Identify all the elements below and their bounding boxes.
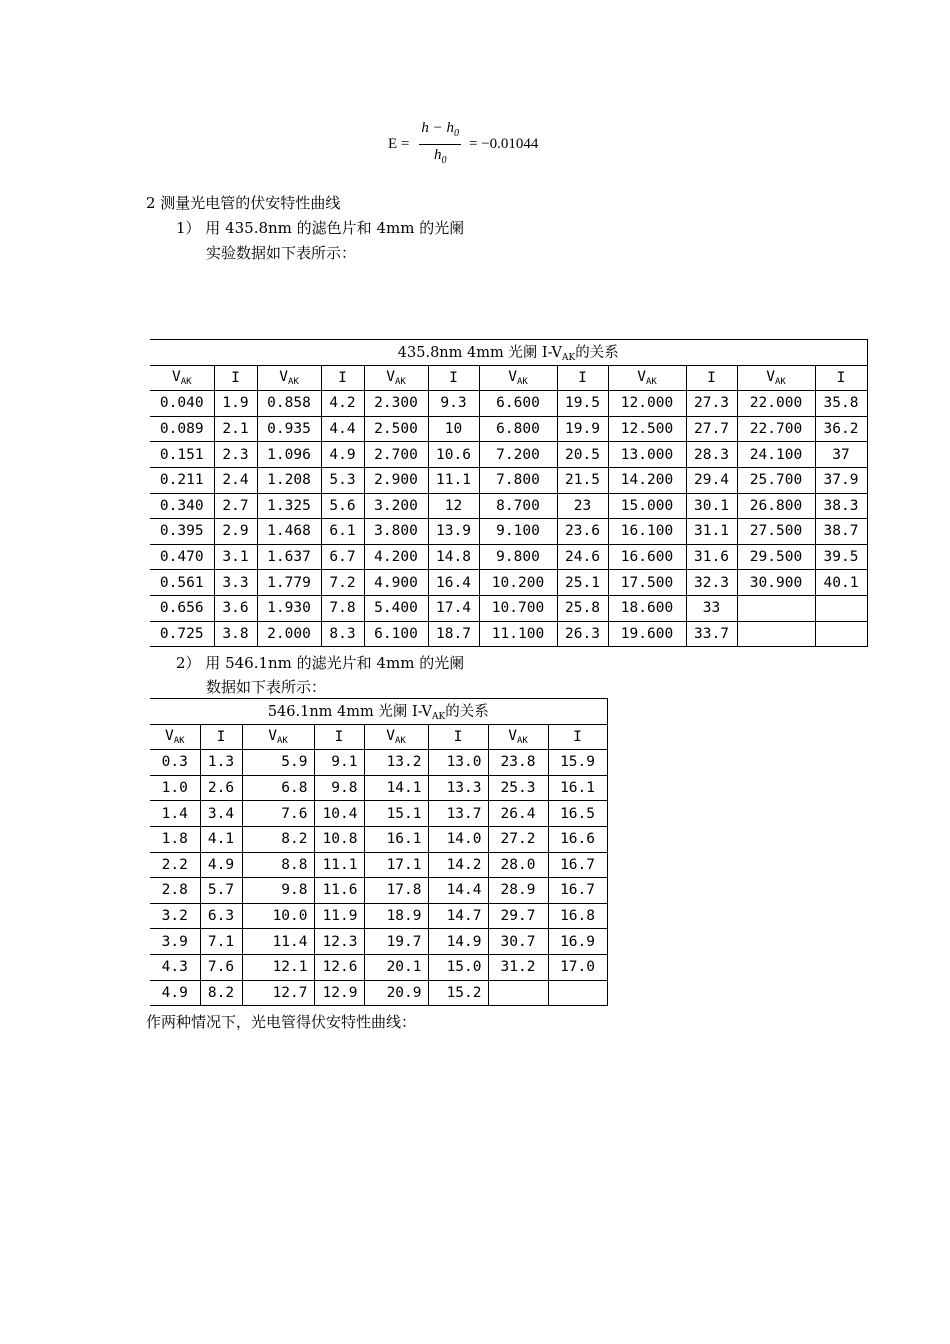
table-cell: 12.6 [314, 954, 364, 980]
table-cell: 0.935 [257, 416, 321, 442]
table-cell: 7.6 [200, 954, 242, 980]
table-cell: 26.4 [488, 801, 548, 827]
header-i: I [214, 365, 257, 391]
table-cell: 17.0 [548, 954, 607, 980]
table-cell: 12.000 [608, 391, 686, 417]
table-row [150, 775, 607, 801]
table-cell: 13.2 [364, 750, 428, 776]
table-cell: 12.7 [242, 980, 314, 1006]
table-cell: 0.340 [150, 493, 214, 519]
table-cell: 1.0 [150, 775, 200, 801]
table-cell: 0.656 [150, 595, 214, 621]
table-cell [815, 621, 867, 647]
table-cell: 17.4 [428, 595, 479, 621]
table-435nm [150, 339, 868, 647]
table-cell: 23.8 [488, 750, 548, 776]
table-cell: 0.858 [257, 391, 321, 417]
table-cell [488, 980, 548, 1006]
table-cell: 21.5 [557, 467, 608, 493]
table-row [150, 801, 607, 827]
table-cell: 15.0 [428, 954, 488, 980]
table-cell: 2.9 [214, 519, 257, 545]
table-cell: 2.500 [364, 416, 428, 442]
table-cell: 15.1 [364, 801, 428, 827]
table-cell: 9.1 [314, 750, 364, 776]
table-cell: 35.8 [815, 391, 867, 417]
table-cell: 18.7 [428, 621, 479, 647]
table-cell: 16.4 [428, 570, 479, 596]
table-cell: 0.470 [150, 544, 214, 570]
table-row [150, 519, 867, 545]
table-cell: 13.7 [428, 801, 488, 827]
header-i: I [557, 365, 608, 391]
item2-text: 2） 用 546.1nm 的滤光片和 4mm 的光阑 [176, 654, 465, 672]
table-cell: 10.700 [479, 595, 557, 621]
table-cell: 4.9 [200, 852, 242, 878]
table-cell: 20.9 [364, 980, 428, 1006]
table-cell: 11.6 [314, 878, 364, 904]
table-cell: 13.000 [608, 442, 686, 468]
table-cell: 23.6 [557, 519, 608, 545]
table-cell: 27.7 [686, 416, 737, 442]
table-cell: 33 [686, 595, 737, 621]
conclusion-text: 作两种情况下，光电管得伏安特性曲线： [146, 1013, 417, 1031]
header-i: I [428, 724, 488, 750]
table-cell: 11.4 [242, 929, 314, 955]
section-heading: 2 测量光电管的伏安特性曲线 [146, 194, 341, 212]
table-row [150, 391, 867, 417]
table-cell: 26.800 [737, 493, 815, 519]
table-cell: 26.3 [557, 621, 608, 647]
table-row [150, 621, 867, 647]
table-cell: 8.3 [321, 621, 364, 647]
table-cell: 14.2 [428, 852, 488, 878]
table-cell: 4.200 [364, 544, 428, 570]
table-cell: 16.5 [548, 801, 607, 827]
table-cell [815, 595, 867, 621]
table-cell: 27.3 [686, 391, 737, 417]
table-cell: 3.6 [214, 595, 257, 621]
item1-note: 实验数据如下表所示： [206, 244, 357, 262]
formula-fraction [419, 118, 461, 171]
header-i: I [200, 724, 242, 750]
table-cell: 17.1 [364, 852, 428, 878]
header-i: I [314, 724, 364, 750]
table-cell: 22.700 [737, 416, 815, 442]
table-cell: 6.600 [479, 391, 557, 417]
table-cell: 7.200 [479, 442, 557, 468]
header-vak: $V_{AK}$ [150, 724, 200, 750]
table-cell: 14.0 [428, 826, 488, 852]
table-cell: 2.900 [364, 467, 428, 493]
table-cell: 25.3 [488, 775, 548, 801]
table-cell: 2.300 [364, 391, 428, 417]
header-vak: $V_{AK}$ [608, 365, 686, 391]
table-cell: 2.6 [200, 775, 242, 801]
table-cell: 14.200 [608, 467, 686, 493]
formula-rhs: = −0.01044 [469, 135, 539, 152]
table-cell: 3.4 [200, 801, 242, 827]
table-cell: 3.8 [214, 621, 257, 647]
table-cell: 15.000 [608, 493, 686, 519]
item2-note: 数据如下表所示： [206, 678, 327, 696]
table-cell: 27.500 [737, 519, 815, 545]
table-cell: 25.1 [557, 570, 608, 596]
table-cell [548, 980, 607, 1006]
table-cell: 16.9 [548, 929, 607, 955]
table-cell: 2.1 [214, 416, 257, 442]
header-i: I [321, 365, 364, 391]
table-cell: 9.8 [314, 775, 364, 801]
table-cell: 1.930 [257, 595, 321, 621]
table-cell: 29.4 [686, 467, 737, 493]
table-cell: 37.9 [815, 467, 867, 493]
table-row [150, 467, 867, 493]
table-cell: 0.089 [150, 416, 214, 442]
header-i: I [815, 365, 867, 391]
table-cell: 0.395 [150, 519, 214, 545]
table-cell: 12.3 [314, 929, 364, 955]
table-row [150, 750, 607, 776]
table-cell: 12 [428, 493, 479, 519]
table-cell: 23 [557, 493, 608, 519]
table-cell: 10 [428, 416, 479, 442]
table-cell: 32.3 [686, 570, 737, 596]
table-cell: 2.2 [150, 852, 200, 878]
table-cell: 7.2 [321, 570, 364, 596]
table-cell: 7.1 [200, 929, 242, 955]
table-cell: 28.0 [488, 852, 548, 878]
table-cell: 20.5 [557, 442, 608, 468]
header-vak: $V_{AK}$ [488, 724, 548, 750]
item1-text: 1） 用 435.8nm 的滤色片和 4mm 的光阑 [176, 219, 465, 237]
table-cell: 22.000 [737, 391, 815, 417]
table-cell: 14.8 [428, 544, 479, 570]
table-row [150, 544, 867, 570]
table-cell: 30.900 [737, 570, 815, 596]
table-cell: 12.500 [608, 416, 686, 442]
table-cell: 2.700 [364, 442, 428, 468]
table-cell [737, 595, 815, 621]
header-i: I [548, 724, 607, 750]
table-cell: 39.5 [815, 544, 867, 570]
table-cell: 19.600 [608, 621, 686, 647]
table-cell: 1.8 [150, 826, 200, 852]
table-header-row [150, 365, 867, 391]
table-cell: 4.9 [150, 980, 200, 1006]
table-row [150, 929, 607, 955]
table-cell: 10.6 [428, 442, 479, 468]
header-vak: $V_{AK}$ [364, 365, 428, 391]
table-cell: 3.3 [214, 570, 257, 596]
table-cell: 29.7 [488, 903, 548, 929]
table-cell: 1.4 [150, 801, 200, 827]
table-cell: 0.561 [150, 570, 214, 596]
table-cell: 8.8 [242, 852, 314, 878]
formula-numerator: $h - h_0$ [421, 119, 459, 139]
table-cell: 7.800 [479, 467, 557, 493]
table-cell: 29.500 [737, 544, 815, 570]
table-cell: 10.4 [314, 801, 364, 827]
table-cell: 14.7 [428, 903, 488, 929]
table-cell: 31.2 [488, 954, 548, 980]
table-cell: 36.2 [815, 416, 867, 442]
table-cell: 5.3 [321, 467, 364, 493]
table-cell: 3.1 [214, 544, 257, 570]
table-cell: 12.9 [314, 980, 364, 1006]
table-cell [737, 621, 815, 647]
table-cell: 19.9 [557, 416, 608, 442]
table-cell: 3.200 [364, 493, 428, 519]
table-cell: 14.1 [364, 775, 428, 801]
table-cell: 2.4 [214, 467, 257, 493]
table-header-row [150, 724, 607, 750]
table-cell: 37 [815, 442, 867, 468]
table-cell: 19.7 [364, 929, 428, 955]
table-cell: 13.3 [428, 775, 488, 801]
table-row [150, 852, 607, 878]
table-cell: 5.6 [321, 493, 364, 519]
table-cell: 11.9 [314, 903, 364, 929]
table-cell: 13.0 [428, 750, 488, 776]
table-cell: 5.7 [200, 878, 242, 904]
table-cell: 11.1 [314, 852, 364, 878]
table-cell: 7.8 [321, 595, 364, 621]
table-row [150, 595, 867, 621]
table-cell: 4.900 [364, 570, 428, 596]
formula-lhs: E = [388, 135, 410, 152]
table-cell: 13.9 [428, 519, 479, 545]
header-vak: $V_{AK}$ [364, 724, 428, 750]
table-cell: 4.3 [150, 954, 200, 980]
table-row [150, 416, 867, 442]
table-row [150, 826, 607, 852]
table-cell: 0.725 [150, 621, 214, 647]
table-cell: 18.600 [608, 595, 686, 621]
table-cell: 24.100 [737, 442, 815, 468]
table-cell: 19.5 [557, 391, 608, 417]
table-cell: 16.100 [608, 519, 686, 545]
table-cell: 15.2 [428, 980, 488, 1006]
table-cell: 16.6 [548, 826, 607, 852]
table-cell: 17.500 [608, 570, 686, 596]
table-cell: 8.2 [242, 826, 314, 852]
table-cell: 38.3 [815, 493, 867, 519]
table-cell: 16.7 [548, 852, 607, 878]
table-cell: 14.9 [428, 929, 488, 955]
table-cell: 27.2 [488, 826, 548, 852]
table-cell: 38.7 [815, 519, 867, 545]
table-cell: 4.2 [321, 391, 364, 417]
table-cell: 16.7 [548, 878, 607, 904]
table-cell: 17.8 [364, 878, 428, 904]
table-cell: 10.8 [314, 826, 364, 852]
table-cell: 6.8 [242, 775, 314, 801]
table-cell: 10.0 [242, 903, 314, 929]
table-cell: 31.6 [686, 544, 737, 570]
table-cell: 3.800 [364, 519, 428, 545]
table-cell: 28.3 [686, 442, 737, 468]
table-cell: 5.9 [242, 750, 314, 776]
table-cell: 9.3 [428, 391, 479, 417]
table-cell: 11.1 [428, 467, 479, 493]
table-cell: 6.800 [479, 416, 557, 442]
table-546nm [150, 698, 608, 1006]
table-cell: 30.1 [686, 493, 737, 519]
table-cell: 24.6 [557, 544, 608, 570]
table-cell: 4.4 [321, 416, 364, 442]
table-row [150, 570, 867, 596]
table-row [150, 442, 867, 468]
table-cell: 10.200 [479, 570, 557, 596]
error-formula [388, 116, 538, 172]
table-title: 546.1nm 4mm 光阑 $I-V_{AK}$的关系 [150, 699, 607, 725]
table-cell: 9.8 [242, 878, 314, 904]
table-cell: 8.2 [200, 980, 242, 1006]
header-i: I [428, 365, 479, 391]
table-cell: 18.9 [364, 903, 428, 929]
table-cell: 8.700 [479, 493, 557, 519]
table-cell: 6.7 [321, 544, 364, 570]
table-title-row [150, 699, 607, 725]
table-cell: 6.100 [364, 621, 428, 647]
table-cell: 12.1 [242, 954, 314, 980]
formula-denominator: $h_0$ [433, 146, 447, 166]
table-cell: 0.151 [150, 442, 214, 468]
table-cell: 14.4 [428, 878, 488, 904]
table-row [150, 878, 607, 904]
table-cell: 1.3 [200, 750, 242, 776]
table-cell: 1.096 [257, 442, 321, 468]
table-cell: 6.3 [200, 903, 242, 929]
table-cell: 25.700 [737, 467, 815, 493]
table-cell: 1.468 [257, 519, 321, 545]
table-cell: 0.211 [150, 467, 214, 493]
table-cell: 1.637 [257, 544, 321, 570]
table-cell: 2.8 [150, 878, 200, 904]
table-cell: 6.1 [321, 519, 364, 545]
table-row [150, 980, 607, 1006]
header-vak: $V_{AK}$ [150, 365, 214, 391]
table-cell: 25.8 [557, 595, 608, 621]
table-row [150, 493, 867, 519]
table-cell: 2.3 [214, 442, 257, 468]
table-row [150, 903, 607, 929]
table-cell: 1.325 [257, 493, 321, 519]
header-vak: $V_{AK}$ [737, 365, 815, 391]
header-i: I [686, 365, 737, 391]
table-cell: 3.2 [150, 903, 200, 929]
table-cell: 16.1 [364, 826, 428, 852]
table-title: 435.8nm 4mm 光阑 $I-V_{AK}$的关系 [150, 340, 867, 366]
table-cell: 0.3 [150, 750, 200, 776]
table-cell: 33.7 [686, 621, 737, 647]
table-cell: 0.040 [150, 391, 214, 417]
table-cell: 9.100 [479, 519, 557, 545]
table-cell: 11.100 [479, 621, 557, 647]
table-cell: 16.8 [548, 903, 607, 929]
table-cell: 3.9 [150, 929, 200, 955]
table-cell: 7.6 [242, 801, 314, 827]
table-cell: 1.9 [214, 391, 257, 417]
table-cell: 2.7 [214, 493, 257, 519]
table-cell: 4.1 [200, 826, 242, 852]
table-cell: 4.9 [321, 442, 364, 468]
table-cell: 5.400 [364, 595, 428, 621]
table-cell: 16.1 [548, 775, 607, 801]
table-cell: 1.208 [257, 467, 321, 493]
header-vak: $V_{AK}$ [257, 365, 321, 391]
header-vak: $V_{AK}$ [479, 365, 557, 391]
table-cell: 30.7 [488, 929, 548, 955]
table-cell: 9.800 [479, 544, 557, 570]
header-vak: $V_{AK}$ [242, 724, 314, 750]
table-cell: 16.600 [608, 544, 686, 570]
table-cell: 20.1 [364, 954, 428, 980]
table-cell: 28.9 [488, 878, 548, 904]
table-cell: 40.1 [815, 570, 867, 596]
table-title-row [150, 340, 867, 366]
table-cell: 1.779 [257, 570, 321, 596]
table-cell: 2.000 [257, 621, 321, 647]
table-cell: 31.1 [686, 519, 737, 545]
table-row [150, 954, 607, 980]
table-cell: 15.9 [548, 750, 607, 776]
